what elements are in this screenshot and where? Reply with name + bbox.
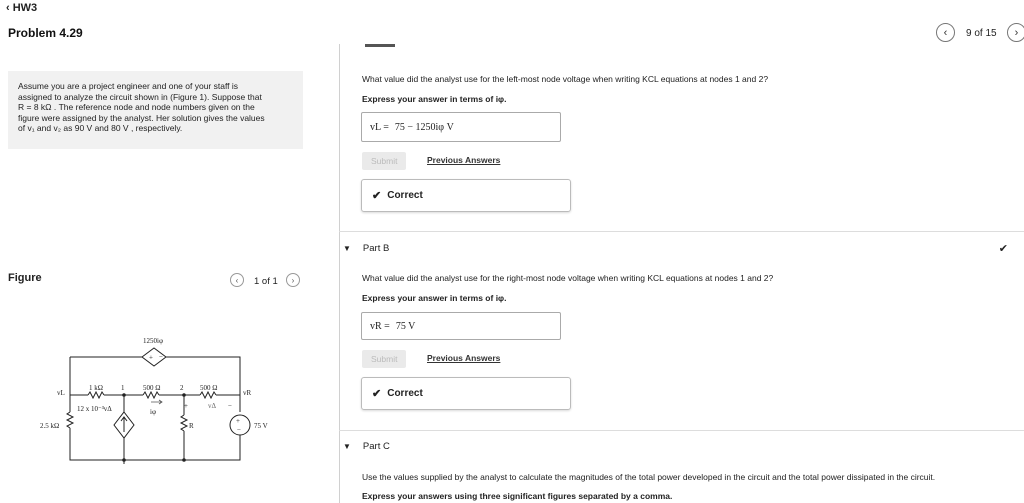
chevron-left-icon: ‹ — [6, 2, 10, 14]
partC-header[interactable] — [339, 430, 1024, 462]
vl-label: vL — [57, 389, 65, 397]
partB-title: Part B — [362, 242, 390, 254]
prev-problem-button[interactable] — [936, 23, 955, 42]
r-label: R — [189, 422, 194, 430]
partB-header[interactable] — [339, 231, 1024, 264]
partB-instruction: Express your answer in terms of iφ. — [362, 293, 507, 303]
page-title: Problem 4.29 — [8, 26, 83, 40]
partB-previous-answers-link[interactable]: Previous Answers — [427, 353, 501, 363]
partC-title: Part C — [362, 441, 390, 452]
partB-submit-button[interactable]: Submit — [362, 350, 406, 368]
figure-label: Figure — [8, 272, 42, 284]
problem-counter: 9 of 15 — [966, 28, 997, 39]
chevron-left-icon: ‹ — [943, 26, 948, 39]
problem-statement — [8, 71, 303, 149]
r500b-label: 500 Ω — [200, 384, 218, 392]
problem-line: Assume you are a project engineer and one of your staff is — [18, 81, 239, 91]
r1-label: 1 kΩ — [89, 384, 103, 392]
vdelta-label: vΔ — [208, 402, 217, 410]
partA-previous-answers-link[interactable]: Previous Answers — [427, 155, 501, 165]
r500a-label: 500 Ω — [143, 384, 161, 392]
node2-label: 2 — [180, 384, 184, 392]
chevron-right-icon: › — [291, 275, 295, 285]
partB-feedback: ✔ Correct — [361, 377, 571, 410]
circuit-diagram — [30, 330, 280, 475]
collapse-triangle-icon: ▼ — [343, 243, 351, 253]
src-minus: − — [237, 426, 241, 434]
cut-heading-fragment — [365, 44, 395, 47]
src-plus: + — [236, 417, 240, 425]
partB-answer-var: vR = — [370, 320, 390, 332]
figure-counter: 1 of 1 — [254, 276, 278, 287]
svg-text:−: − — [159, 353, 163, 361]
partB-question: What value did the analyst use for the right-most node voltage when writing KCL equations at nodes 1 and 2? — [362, 273, 774, 283]
current-source-label: 12 x 10⁻³vΔ — [77, 405, 112, 413]
svg-text:+: + — [149, 353, 153, 362]
partA-answer-field[interactable] — [361, 112, 561, 142]
problem-line: figure were assigned by the analyst. Her solution gives the values — [18, 112, 265, 123]
partA-question: What value did the analyst use for the left-most node voltage when writing KCL equations at nodes 1 and 2? — [362, 74, 769, 84]
partC-instruction: Express your answers using three significant figures separated by a comma. — [362, 491, 673, 501]
src75-label: 75 V — [254, 422, 268, 430]
back-link[interactable]: ‹ HW3 — [6, 2, 38, 14]
partA-answer-value: 75 − 1250iφ V — [394, 121, 454, 133]
node1-label: 1 — [121, 384, 125, 392]
iphi-label: iφ — [150, 408, 156, 416]
check-icon: ✔ — [372, 388, 382, 400]
r25-label: 2.5 kΩ — [40, 422, 60, 430]
problem-line: assigned to analyze the circuit shown in (Figure 1). Suppose that — [18, 91, 262, 102]
next-problem-button[interactable] — [1007, 23, 1024, 42]
figure-prev-button[interactable] — [230, 273, 244, 287]
check-icon: ✔ — [372, 190, 382, 202]
check-icon: ✔ — [998, 242, 1008, 255]
problem-line: R = 8 kΩ . The reference node and node numbers given on the — [18, 102, 255, 112]
collapse-triangle-icon: ▼ — [343, 442, 351, 451]
dep-source-label: 1250iφ — [143, 337, 163, 345]
partA-answer-var: vL = — [370, 121, 389, 133]
figure-next-button[interactable] — [286, 273, 300, 287]
chevron-right-icon: › — [1014, 26, 1019, 39]
problem-line: of v₁ and v₂ as 90 V and 80 V , respectively. — [18, 123, 183, 133]
vdelta-plus: + — [184, 402, 188, 410]
vdelta-minus: − — [228, 402, 232, 410]
vr-label: vR — [243, 389, 252, 397]
partB-answer-field[interactable] — [361, 312, 561, 340]
partC-question: Use the values supplied by the analyst to calculate the magnitudes of the total power developed in the circuit and the total power dissipated in the circuit. — [362, 472, 936, 482]
partB-answer-value: 75 V — [395, 320, 416, 332]
partA-feedback: ✔ Correct — [361, 179, 571, 212]
partA-instruction: Express your answer in terms of iφ. — [362, 94, 507, 104]
chevron-left-icon: ‹ — [235, 275, 239, 285]
partA-submit-button[interactable]: Submit — [362, 152, 406, 170]
